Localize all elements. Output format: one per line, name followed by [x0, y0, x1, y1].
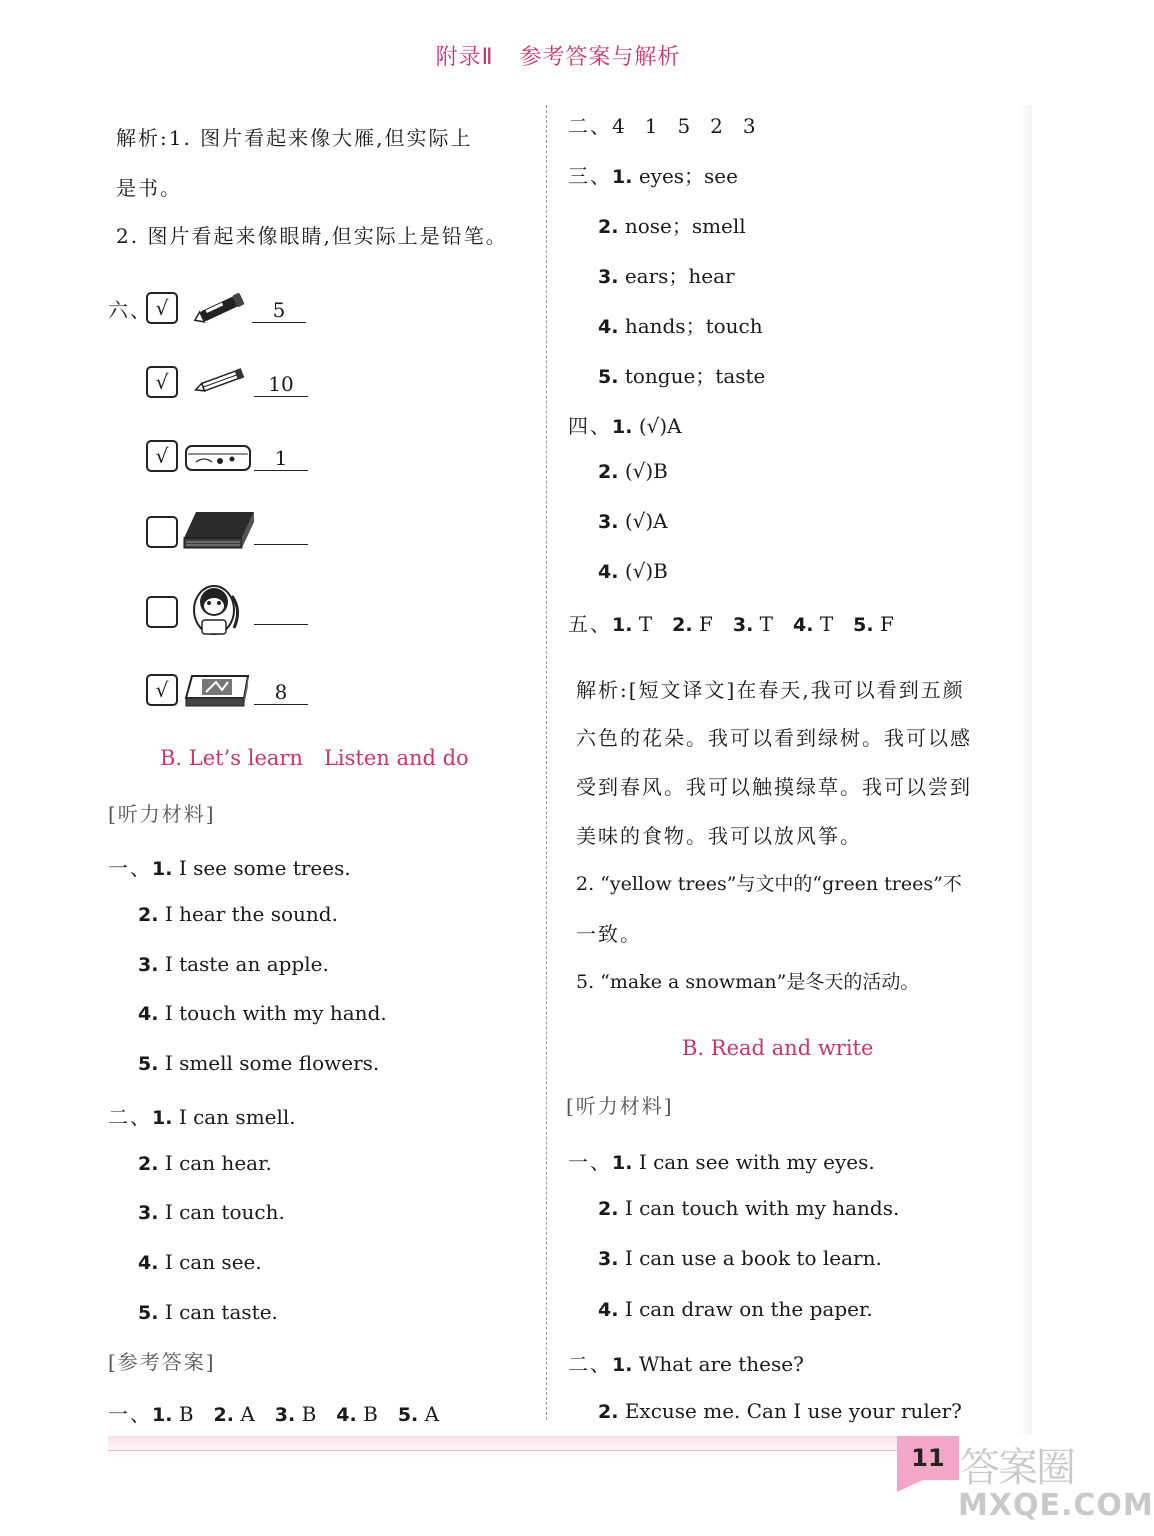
right-four-item-2: 2. (√)B	[598, 459, 668, 483]
right-analysis-line-3: 受到春风。我可以触摸绿草。我可以尝到	[576, 775, 972, 799]
right-three-item-2: 2. nose；smell	[598, 214, 746, 238]
book-icon	[182, 508, 256, 552]
right-analysis-line-2: 六色的花朵。我可以看到绿树。我可以感	[576, 726, 972, 750]
answer-blank-pen: 5	[252, 298, 306, 323]
left-part1-item-4: 4. I touch with my hand.	[138, 1001, 387, 1025]
right-three-item-4: 4. hands；touch	[598, 314, 763, 338]
checkbox-eraser[interactable]: √	[146, 674, 178, 706]
right-analysis-line-4: 美味的食物。我可以放风筝。	[576, 824, 862, 848]
left-part1-item-2: 2. I hear the sound.	[138, 902, 338, 926]
page-edge-shade	[1018, 105, 1032, 1435]
checkbox-book[interactable]	[146, 516, 178, 548]
right-part1-item-1: 一、1. I can see with my eyes.	[568, 1150, 875, 1174]
footer-rule	[108, 1450, 898, 1451]
section-title-read-and-write: B. Read and write	[682, 1036, 874, 1060]
running-header	[0, 40, 1116, 71]
right-analysis-line-7: 5. “make a snowman”是冬天的活动。	[576, 971, 920, 993]
right-part2-item-1: 二、1. What are these?	[568, 1352, 804, 1376]
right-part1-item-2: 2. I can touch with my hands.	[598, 1196, 900, 1220]
left-part1-item-3: 3. I taste an apple.	[138, 952, 329, 976]
right-analysis-line-5: 2. “yellow trees”与文中的“green trees”不	[576, 873, 962, 895]
left-analysis-line-2: 是书。	[116, 176, 182, 200]
left-part1-item-1: 一、1. I see some trees.	[108, 856, 351, 880]
column-divider	[546, 105, 547, 1420]
right-two-line: 二、4 1 5 2 3	[568, 114, 756, 138]
section-title-lets-learn: B. Let’s learn Listen and do	[160, 746, 469, 770]
right-three-item-1: 三、1. eyes；see	[568, 164, 738, 188]
right-three-item-5: 5. tongue；taste	[598, 364, 766, 388]
watermark-url: MXQE.COM	[958, 1488, 1154, 1523]
checkbox-pencil[interactable]: √	[146, 366, 178, 398]
answer-blank-schoolbag	[254, 600, 308, 625]
six-marker: 六、	[108, 298, 152, 322]
pencil-case-icon	[184, 442, 252, 474]
right-analysis-line-6: 一致。	[576, 922, 642, 946]
schoolbag-icon	[188, 582, 244, 640]
listening-material-tag-right: [听力材料]	[566, 1094, 674, 1118]
pencil-icon	[192, 366, 248, 396]
checkbox-pencil-case[interactable]: √	[146, 440, 178, 472]
page-number: 11	[897, 1436, 959, 1480]
footer-band	[108, 1436, 898, 1458]
watermark-logo	[958, 1436, 1154, 1536]
header-appendix: 附录Ⅱ	[435, 45, 494, 70]
left-part2-item-2: 2. I can hear.	[138, 1151, 272, 1175]
answer-blank-pencil-case: 1	[254, 446, 308, 471]
watermark-text: 答案圈	[960, 1445, 1074, 1491]
right-part2-item-2: 2. Excuse me. Can I use your ruler?	[598, 1399, 962, 1423]
left-part1-item-5: 5. I smell some flowers.	[138, 1051, 380, 1075]
page-tab-corner	[897, 1478, 927, 1492]
answer-blank-eraser: 8	[254, 680, 308, 705]
right-five-line: 五、1. T 2. F 3. T 4. T 5. F	[568, 612, 894, 636]
eraser-icon	[182, 670, 254, 710]
right-four-item-4: 4. (√)B	[598, 559, 668, 583]
header-title: 参考答案与解析	[519, 45, 681, 70]
left-part2-item-3: 3. I can touch.	[138, 1200, 285, 1224]
left-part2-item-1: 二、1. I can smell.	[108, 1105, 296, 1129]
right-three-item-3: 3. ears；hear	[598, 264, 735, 288]
left-analysis-line-1: 解析:1. 图片看起来像大雁,但实际上	[116, 126, 473, 150]
checkbox-pen[interactable]: √	[146, 292, 178, 324]
right-part1-item-3: 3. I can use a book to learn.	[598, 1246, 882, 1270]
checkbox-schoolbag[interactable]	[146, 596, 178, 628]
pen-icon	[192, 290, 248, 326]
right-four-item-3: 3. (√)A	[598, 509, 668, 533]
right-part1-item-4: 4. I can draw on the paper.	[598, 1297, 873, 1321]
reference-answers-tag: [参考答案]	[108, 1350, 216, 1374]
left-part2-item-5: 5. I can taste.	[138, 1300, 278, 1324]
answer-blank-book	[254, 520, 308, 545]
right-four-item-1: 四、1. (√)A	[568, 414, 682, 438]
left-part2-item-4: 4. I can see.	[138, 1250, 262, 1274]
answer-blank-pencil: 10	[254, 372, 308, 397]
listening-material-tag-left: [听力材料]	[108, 802, 216, 826]
left-answers-line: 一、1. B 2. A 3. B 4. B 5. A	[108, 1402, 440, 1426]
left-analysis-line-3: 2. 图片看起来像眼睛,但实际上是铅笔。	[116, 224, 508, 248]
right-analysis-line-1: 解析:[短文译文]在春天,我可以看到五颜	[576, 678, 965, 702]
